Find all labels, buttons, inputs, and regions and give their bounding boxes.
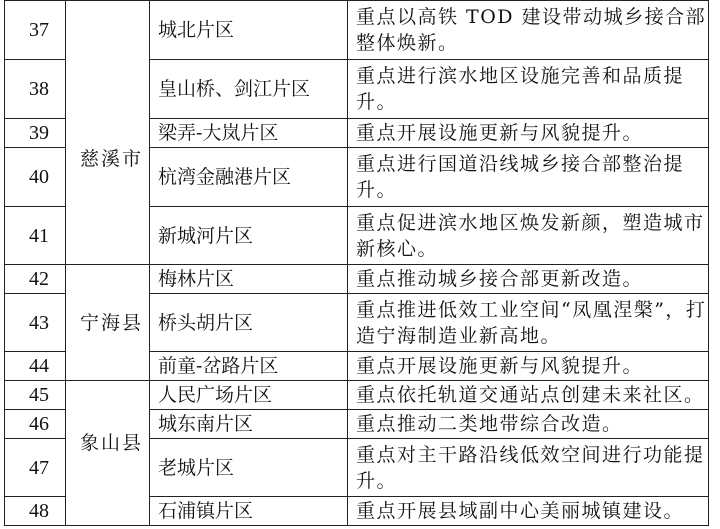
area-name: 新城河片区 <box>150 207 348 265</box>
area-description: 重点推动二类地带综合改造。 <box>348 410 709 439</box>
area-description: 重点开展设施更新与风貌提升。 <box>348 119 709 148</box>
area-name: 桥头胡片区 <box>150 294 348 352</box>
row-number: 37 <box>5 1 66 60</box>
area-name: 老城片区 <box>150 439 348 497</box>
row-number: 43 <box>5 294 66 352</box>
area-description: 重点推进低效工业空间“凤凰涅槃”，打造宁海制造业新高地。 <box>348 294 709 352</box>
row-number: 47 <box>5 439 66 497</box>
table-row <box>5 265 709 294</box>
county-name: 宁海县 <box>79 311 143 334</box>
row-number: 39 <box>5 119 66 148</box>
area-name: 城东南片区 <box>150 410 348 439</box>
area-description: 重点进行滨水地区设施完善和品质提升。 <box>348 60 709 119</box>
county-name: 慈溪市 <box>79 147 143 170</box>
row-number: 38 <box>5 60 66 119</box>
area-name: 皇山桥、剑江片区 <box>150 60 348 119</box>
row-number: 46 <box>5 410 66 439</box>
county-name: 象山县 <box>79 432 143 454</box>
row-number: 44 <box>5 352 66 381</box>
area-description: 重点开展设施更新与风貌提升。 <box>348 352 709 381</box>
area-description: 重点对主干路沿线低效空间进行功能提升。 <box>348 439 709 497</box>
area-description: 重点促进滨水地区焕发新颜，塑造城市新核心。 <box>348 207 709 265</box>
area-name: 梁弄-大岚片区 <box>150 119 348 148</box>
area-name: 石浦镇片区 <box>150 497 348 526</box>
row-number: 42 <box>5 265 66 294</box>
area-name: 杭湾金融港片区 <box>150 148 348 207</box>
area-description: 重点进行国道沿线城乡接合部整治提升。 <box>348 148 709 207</box>
row-number: 48 <box>5 497 66 526</box>
county-cell-cixi <box>66 1 150 265</box>
area-description: 重点开展县域副中心美丽城镇建设。 <box>348 497 709 526</box>
row-number: 40 <box>5 148 66 207</box>
area-name: 梅林片区 <box>150 265 348 294</box>
county-cell-ninghai <box>66 265 150 381</box>
county-cell-xiangshan <box>66 381 150 526</box>
area-description: 重点依托轨道交通站点创建未来社区。 <box>348 381 709 410</box>
area-name: 城北片区 <box>150 1 348 60</box>
area-name: 人民广场片区 <box>150 381 348 410</box>
row-number: 45 <box>5 381 66 410</box>
table-row <box>5 381 709 410</box>
area-description: 重点推动城乡接合部更新改造。 <box>348 265 709 294</box>
area-description: 重点以高铁 TOD 建设带动城乡接合部整体焕新。 <box>348 1 709 60</box>
area-name: 前童-岔路片区 <box>150 352 348 381</box>
district-renewal-table <box>4 0 709 526</box>
table-row <box>5 1 709 60</box>
row-number: 41 <box>5 207 66 265</box>
